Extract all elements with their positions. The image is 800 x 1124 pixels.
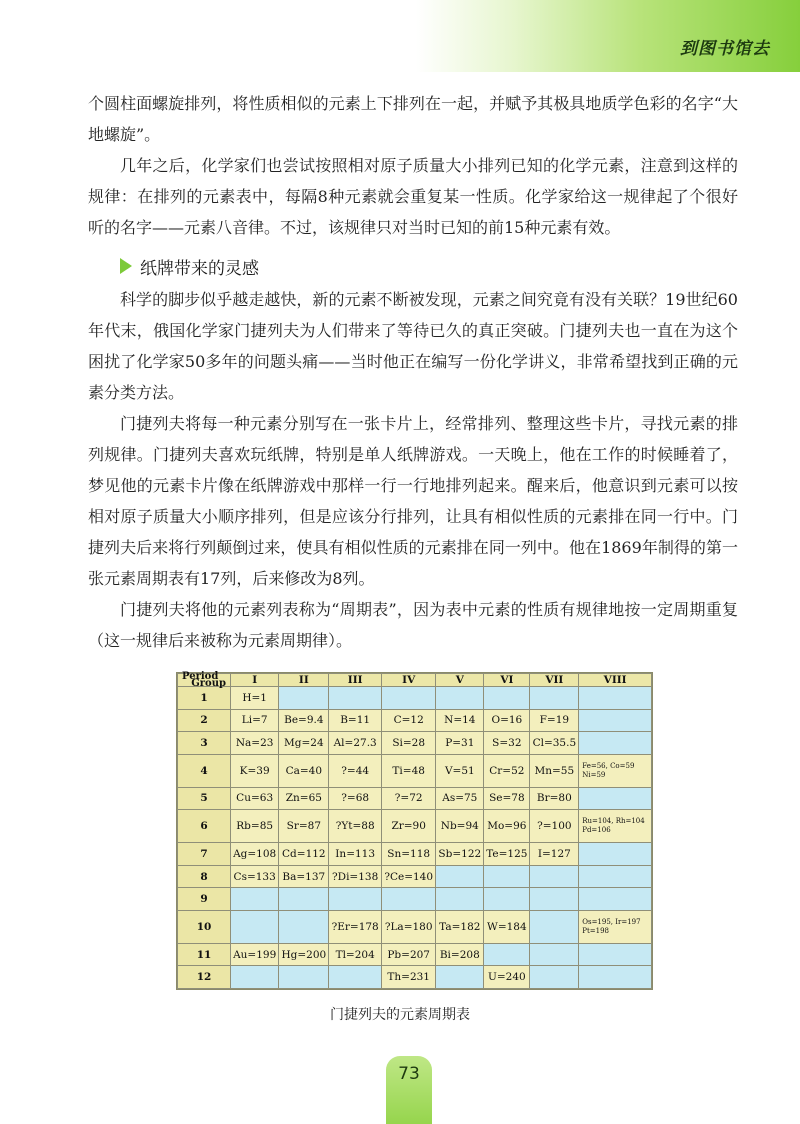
empty-cell [579,787,652,810]
group-header: IV [382,674,436,687]
table-row [178,943,652,966]
element-cell: Cr=52 [484,754,530,787]
element-cell: ?=68 [329,787,382,810]
table-row [178,865,652,888]
element-cell: ?Er=178 [329,910,382,943]
element-cell: Ba=137 [279,865,329,888]
page-number: 73 [398,1064,420,1084]
empty-cell [530,910,579,943]
empty-cell [231,910,279,943]
element-cell: Se=78 [484,787,530,810]
table-row [178,888,652,911]
element-cell: P=31 [436,732,484,755]
empty-cell [484,943,530,966]
element-cell: Zn=65 [279,787,329,810]
element-cell: ?=100 [530,810,579,843]
element-cell: W=184 [484,910,530,943]
element-cell: Fe=56, Co=59 Ni=59 [579,754,652,787]
element-cell: Si=28 [382,732,436,755]
element-cell: S=32 [484,732,530,755]
empty-cell [279,888,329,911]
element-cell: Th=231 [382,966,436,989]
element-cell: Ta=182 [436,910,484,943]
header-title: 到图书馆去 [680,39,770,59]
element-cell: Sn=118 [382,843,436,866]
group-header: V [436,674,484,687]
empty-cell [579,966,652,989]
empty-cell [382,687,436,710]
table-row [178,709,652,732]
element-cell: V=51 [436,754,484,787]
element-cell: ?La=180 [382,910,436,943]
element-cell: N=14 [436,709,484,732]
element-cell: ?=72 [382,787,436,810]
period-number: 8 [178,865,231,888]
element-cell: Au=199 [231,943,279,966]
element-cell: Na=23 [231,732,279,755]
empty-cell [436,687,484,710]
paragraph-4: 门捷列夫将每一种元素分别写在一张卡片上，经常排列、整理这些卡片，寻找元素的排列规律。门捷列夫喜欢玩纸牌，特别是单人纸牌游戏。一天晚上，他在工作的时候睡着了，梦见他的元素卡片像在纸牌游戏中那样一行一行地排列起来。醒来后，他意识到元素可以按相对原子质量大小顺序排列，但是应该分行排列，让具有相似性质的元素排在同一行中。门捷列夫后来将行列颠倒过来，使具有相似性质的元素排在同一列中。他在1869年制得的第一张元素周期表有17列，后来修改为8列。 [88,414,738,588]
periodic-table [176,672,653,990]
empty-cell [530,865,579,888]
element-cell: Ru=104, Rh=104 Pd=106 [579,810,652,843]
table-row [178,787,652,810]
empty-cell [579,709,652,732]
element-cell: Rb=85 [231,810,279,843]
element-cell: ?Di=138 [329,865,382,888]
group-header: I [231,674,279,687]
element-cell: C=12 [382,709,436,732]
element-cell: B=11 [329,709,382,732]
empty-cell [484,865,530,888]
period-number: 1 [178,687,231,710]
empty-cell [382,888,436,911]
period-number: 4 [178,754,231,787]
empty-cell [579,732,652,755]
empty-cell [579,865,652,888]
element-cell: Bi=208 [436,943,484,966]
empty-cell [530,888,579,911]
group-header: VIII [579,674,652,687]
empty-cell [484,888,530,911]
empty-cell [231,966,279,989]
period-number: 7 [178,843,231,866]
group-header: III [329,674,382,687]
section-heading [120,251,259,281]
element-cell: Br=80 [530,787,579,810]
element-cell: Sr=87 [279,810,329,843]
empty-cell [579,843,652,866]
empty-cell [484,687,530,710]
paragraph-5: 门捷列夫将他的元素列表称为“周期表”，因为表中元素的性质有规律地按一定周期重复（这一规律后来被称为元素周期律）。 [88,600,738,650]
paragraph-1: 个圆柱面螺旋排列，将性质相似的元素上下排列在一起，并赋予其极具地质学色彩的名字“大地螺旋”。 [88,94,738,144]
table-row [178,754,652,787]
element-cell: Li=7 [231,709,279,732]
element-cell: In=113 [329,843,382,866]
empty-cell [530,687,579,710]
period-number: 10 [178,910,231,943]
element-cell: Cd=112 [279,843,329,866]
element-cell: Tl=204 [329,943,382,966]
element-cell: Pb=207 [382,943,436,966]
empty-cell [231,888,279,911]
table-caption: 门捷列夫的元素周期表 [330,1007,470,1023]
element-cell: ?=44 [329,754,382,787]
element-cell: O=16 [484,709,530,732]
periodic-table-grid [177,673,652,989]
element-cell: F=19 [530,709,579,732]
element-cell: Zr=90 [382,810,436,843]
element-cell: I=127 [530,843,579,866]
empty-cell [279,966,329,989]
group-header: II [279,674,329,687]
main-text [88,284,738,656]
empty-cell [279,910,329,943]
table-row [178,966,652,989]
table-row [178,732,652,755]
triangle-bullet-icon [120,258,132,274]
element-cell: Ag=108 [231,843,279,866]
element-cell: Be=9.4 [279,709,329,732]
empty-cell [579,687,652,710]
element-cell: Cu=63 [231,787,279,810]
table-row [178,810,652,843]
empty-cell [436,888,484,911]
element-cell: Al=27.3 [329,732,382,755]
empty-cell [436,865,484,888]
corner-group-label: Group [191,678,226,689]
table-row [178,687,652,710]
element-cell: K=39 [231,754,279,787]
period-number: 11 [178,943,231,966]
group-header: VII [530,674,579,687]
period-number: 9 [178,888,231,911]
element-cell: Hg=200 [279,943,329,966]
element-cell: Ti=48 [382,754,436,787]
element-cell: Os=195, Ir=197 Pt=198 [579,910,652,943]
element-cell: Mo=96 [484,810,530,843]
empty-cell [579,888,652,911]
empty-cell [530,966,579,989]
element-cell: Te=125 [484,843,530,866]
period-number: 5 [178,787,231,810]
table-row [178,910,652,943]
element-cell: Cs=133 [231,865,279,888]
empty-cell [329,888,382,911]
section-title: 纸牌带来的灵感 [140,258,259,279]
element-cell: H=1 [231,687,279,710]
paragraph-3: 科学的脚步似乎越走越快，新的元素不断被发现，元素之间究竟有没有关联？19世纪60年代末，俄国化学家门捷列夫为人们带来了等待已久的真正突破。门捷列夫也一直在为这个困扰了化学家50多年的问题头痛——当时他正在编写一份化学讲义，非常希望找到正确的元素分类方法。 [88,290,738,402]
element-cell: Cl=35.5 [530,732,579,755]
intro-text [88,88,738,243]
element-cell: Ca=40 [279,754,329,787]
empty-cell [436,966,484,989]
empty-cell [530,943,579,966]
empty-cell [579,943,652,966]
element-cell: Mg=24 [279,732,329,755]
table-row [178,843,652,866]
paragraph-2: 几年之后，化学家们也尝试按照相对原子质量大小排列已知的化学元素，注意到这样的规律：在排列的元素表中，每隔8种元素就会重复某一性质。化学家给这一规律起了个很好听的名字——元素八音律。不过，该规律只对当时已知的前15种元素有效。 [88,156,738,237]
element-cell: As=75 [436,787,484,810]
period-number: 12 [178,966,231,989]
period-number: 2 [178,709,231,732]
table-corner [178,671,231,689]
element-cell: ?Ce=140 [382,865,436,888]
period-number: 3 [178,732,231,755]
group-header: VI [484,674,530,687]
period-number: 6 [178,810,231,843]
element-cell: U=240 [484,966,530,989]
empty-cell [279,687,329,710]
element-cell: Sb=122 [436,843,484,866]
empty-cell [329,687,382,710]
element-cell: Mn=55 [530,754,579,787]
empty-cell [329,966,382,989]
element-cell: Nb=94 [436,810,484,843]
element-cell: ?Yt=88 [329,810,382,843]
corner-period-label: Period [182,671,219,682]
